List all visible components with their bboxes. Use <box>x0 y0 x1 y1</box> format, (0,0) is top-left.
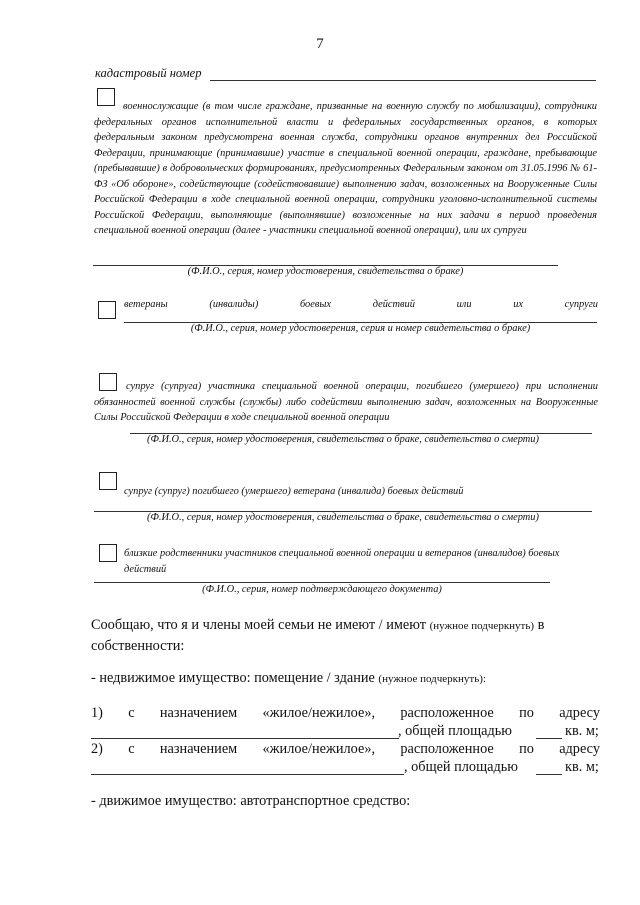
cadastral-label: кадастровый номер <box>95 66 202 80</box>
checkbox-spouse-of-deceased-veteran[interactable] <box>99 472 117 490</box>
word: их <box>513 299 523 310</box>
statement-tail: в собственности: <box>91 617 545 654</box>
item-spouse-deceased-participant-caption: (Ф.И.О., серия, номер удостоверения, свидетельства о браке, свидетельства о смерти) <box>147 434 539 445</box>
realty-row-1-line1 <box>91 705 600 722</box>
item-combat-veterans-caption: (Ф.И.О., серия, номер удостоверения, серия и номер свидетельства о браке) <box>190 323 531 334</box>
realty-row-1-address-field[interactable] <box>91 738 399 739</box>
item-close-relatives-field[interactable] <box>94 582 550 583</box>
word: адресу <box>559 741 600 757</box>
realty-row-2-unit: кв. м; <box>565 759 599 775</box>
statement-main: Сообщаю, что я и члены моей семьи не имеют / имеют <box>91 617 426 633</box>
word: адресу <box>559 705 600 721</box>
item-military-participants-text: военнослужащие (в том числе граждане, призванные на военную службу по мобилизации), сотрудники федеральных органов исполнительной власти и федеральных государственных органов, в которых федеральным законом предусмотрена военная служба, сотрудники органов внутренних дел Российской Федерации, принимающие (принимавшие) участие в специальной военной операции, граждане, пребывающие (пребывавшие) в добровольческих формированиях, предусмотренных Федеральным законом от 31.05.1996 № 61-ФЗ «Об обороне», содействующие (содействовавшие) выполнению задач, возложенных на Вооруженные Силы Российской Федерации в ходе специальной военной операции, сотрудники уголовно-исполнительной системы Российской Федерации, выполняющие (выполнявшие) возложенные на них задачи в период проведения специальной военной операции (далее - участники специальной военной операции), или их супруги <box>94 101 597 236</box>
statement-note: (нужное подчеркнуть) <box>429 620 535 632</box>
word: расположенное <box>400 705 494 721</box>
word: супруги <box>564 299 598 310</box>
realty-note: (нужное подчеркнуть): <box>378 673 486 685</box>
word: с <box>128 741 135 757</box>
item-spouse-deceased-veteran-caption: (Ф.И.О., серия, номер удостоверения, свидетельства о браке, свидетельства о смерти) <box>147 512 539 523</box>
page-number: 7 <box>316 36 324 52</box>
item-spouse-deceased-veteran-text: супруг (супруг) погибшего (умершего) ветерана (инвалида) боевых действий <box>124 486 464 497</box>
checkbox-close-relatives[interactable] <box>99 544 117 562</box>
realty-row-1-area-label: , общей площадью <box>398 723 512 739</box>
word: (инвалиды) <box>209 299 259 310</box>
word: по <box>519 705 534 721</box>
word: действий <box>372 299 415 310</box>
word: «жилое/нежилое», <box>262 741 376 757</box>
word: ветераны <box>124 299 168 310</box>
item-military-participants-caption: (Ф.И.О., серия, номер удостоверения, свидетельства о браке) <box>187 266 464 277</box>
word: расположенное <box>400 741 494 757</box>
realty-row-num: 1) <box>91 705 103 721</box>
word: «жилое/нежилое», <box>262 705 376 721</box>
cadastral-number-field[interactable] <box>210 80 596 81</box>
word: боевых <box>299 299 332 310</box>
realty-label: - недвижимое имущество: помещение / здание <box>91 670 375 686</box>
checkbox-combat-veterans[interactable] <box>98 301 116 319</box>
item-combat-veterans-text <box>124 297 598 313</box>
realty-row-2-area-field[interactable] <box>536 774 562 775</box>
realty-row-2-area-label: , общей площадью <box>404 759 518 775</box>
word: по <box>519 741 534 757</box>
item-spouse-deceased-participant-text: супруг (супруга) участника специальной военной операции, погибшего (умершего) при исполнении обязанностей военной службы (службы) либо содействии выполнению задач, возложенных на Вооруженные Силы Российской Федерации в ходе специальной военной операции <box>94 381 598 423</box>
realty-heading <box>91 670 486 687</box>
item-close-relatives-caption: (Ф.И.О., серия, номер подтверждающего документа) <box>202 584 442 595</box>
word: или <box>456 299 472 310</box>
realty-row-2-address-field[interactable] <box>91 774 404 775</box>
word: с <box>128 705 135 721</box>
statement-text <box>91 615 601 656</box>
realty-row-num: 2) <box>91 741 103 757</box>
realty-row-1-area-field[interactable] <box>536 738 562 739</box>
word: назначением <box>159 741 238 757</box>
realty-row-1-unit: кв. м; <box>565 723 599 739</box>
word: назначением <box>159 705 238 721</box>
item-close-relatives-text: близкие родственники участников специальной военной операции и ветеранов (инвалидов) боевых действий <box>124 548 560 575</box>
realty-row-2-line1 <box>91 741 600 758</box>
movable-property-label: - движимое имущество: автотранспортное средство: <box>91 793 411 809</box>
